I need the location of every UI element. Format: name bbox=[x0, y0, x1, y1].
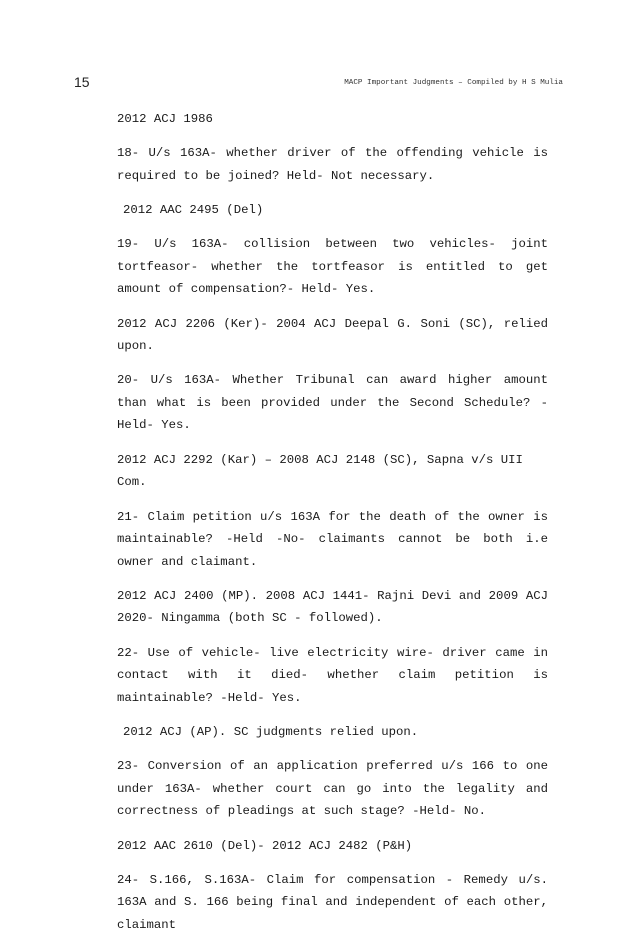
point-23: 23- Conversion of an application preferred u/s 166 to one under 163A- whether court can go into the legality and correctness of pleadings at such stage? -Held- No. bbox=[117, 759, 548, 819]
point-22: 22- Use of vehicle- live electricity wire- driver came in contact with it died- whether claim petition is maintainable? -Held- Yes. bbox=[117, 645, 548, 705]
citation-4: 2012 ACJ 2292 (Kar) – 2008 ACJ 2148 (SC), Sapna v/s UII Com. bbox=[117, 452, 523, 490]
point-20: 20- U/s 163A- Whether Tribunal can award higher amount than what is been provided under the Second Schedule? -Held- Yes. bbox=[117, 373, 548, 433]
citation-5: 2012 ACJ 2400 (MP). 2008 ACJ 1441- Rajni Devi and 2009 ACJ 2020- Ningamma (both SC - followed). bbox=[117, 588, 548, 626]
citation-3: 2012 ACJ 2206 (Ker)- 2004 ACJ Deepal G. Soni (SC), relied upon. bbox=[117, 316, 548, 354]
point-18: 18- U/s 163A- whether driver of the offending vehicle is required to be joined? Held- Not necessary. bbox=[117, 146, 548, 183]
citation-1: 2012 ACJ 1986 bbox=[117, 112, 213, 126]
page-number: 15 bbox=[74, 74, 90, 90]
citation-7: 2012 AAC 2610 (Del)- 2012 ACJ 2482 (P&H) bbox=[117, 838, 413, 853]
running-header: MACP Important Judgments – Compiled by H S Mulia bbox=[344, 79, 563, 87]
citation-6: 2012 ACJ (AP). SC judgments relied upon. bbox=[123, 724, 419, 739]
document-body bbox=[117, 108, 548, 948]
point-24: 24- S.166, S.163A- Claim for compensation - Remedy u/s. 163A and S. 166 being final and independent of each other, claimant bbox=[117, 872, 548, 932]
point-21: 21- Claim petition u/s 163A for the death of the owner is maintainable? -Held -No- claimants cannot be both i.e owner and claimant. bbox=[117, 509, 548, 569]
point-19: 19- U/s 163A- collision between two vehicles- joint tortfeasor- whether the tortfeasor is entitled to get amount of compensation?- Held- Yes. bbox=[117, 237, 548, 297]
citation-2: 2012 AAC 2495 (Del) bbox=[123, 203, 264, 218]
